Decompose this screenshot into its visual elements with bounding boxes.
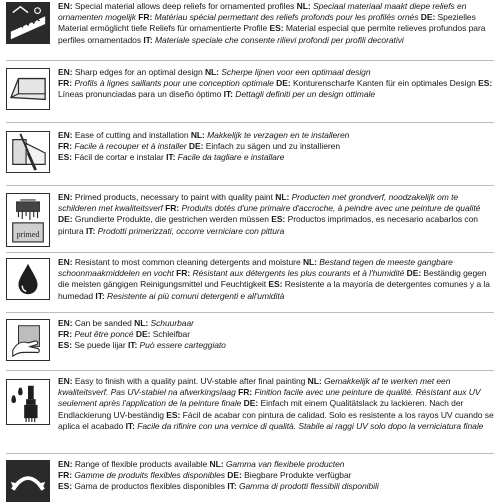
language-code: EN: (58, 192, 75, 202)
text-line (58, 67, 496, 78)
language-code: DE: (135, 329, 153, 340)
feature-description: Resistant to most common cleaning detergents and moisture (74, 257, 303, 267)
feature-description: Ease of cutting and installation (74, 130, 191, 140)
language-code: NL: (134, 318, 151, 328)
language-code: FR: (58, 78, 75, 89)
language-code: IT: (166, 152, 178, 163)
feature-description: Speciaal materiaal maakt diepe reliefs en ornamenten mogelijk (58, 1, 467, 23)
language-code: NL: (275, 192, 292, 202)
feature-description: Material especial que permite relieves profundos para perfiles ornamentados (58, 23, 486, 45)
feature-description: Gamma van flexibele producten (225, 459, 345, 469)
flexible-bend-icon (6, 460, 50, 502)
feature-description: Schleifbar (152, 329, 191, 340)
language-code: ES: (271, 214, 288, 225)
section-divider (6, 60, 494, 61)
text-line (58, 318, 496, 329)
feature-description: Produits dotés d'une primaire d'accroche, à peindre avec une peinture de qualité (181, 203, 481, 214)
language-code: EN: (58, 318, 75, 328)
text-line (58, 141, 496, 152)
feature-description: Gamma di prodotti flessibili disponibili (238, 481, 379, 492)
feature-description: Resistente ai più comuni detergenti e all'umidità (107, 290, 285, 301)
language-code: EN: (58, 67, 75, 77)
feature-description: Gemakkelijk af te werken met een kwaliteitsverf. Pas UV-stabiel na afwerkingslaag (58, 376, 451, 398)
feature-description: Facile da tagliare e installare (177, 152, 285, 163)
language-code: EN: (58, 257, 75, 267)
section-divider (6, 185, 494, 186)
language-code: IT: (85, 225, 98, 236)
feature-text (58, 1, 496, 46)
section-divider (6, 370, 494, 371)
feature-description: Peut être poncé (74, 329, 136, 340)
language-code: IT: (125, 420, 138, 431)
feature-row-primed (6, 193, 496, 247)
language-code: FR: (58, 470, 75, 481)
feature-description: Gamme de produits flexibles disponibles (74, 470, 228, 481)
language-code: FR: (138, 12, 155, 23)
feature-description: Résistant aux détergents les plus courants et à l'humidité (192, 268, 407, 279)
feature-description: Profils à lignes saillants pour une conception optimale (74, 78, 277, 89)
language-code: FR: (176, 268, 193, 279)
language-code: IT: (227, 481, 239, 492)
feature-row-cutting (6, 131, 496, 179)
primed-paint-can-icon (6, 193, 50, 247)
feature-description: Biegbare Produkte verfügbar (244, 470, 352, 481)
language-code: DE: (420, 12, 438, 23)
text-line (58, 130, 496, 141)
feature-row-flexible (6, 460, 496, 500)
text-line (58, 329, 496, 340)
feature-description: Può essere carteggiato (139, 340, 226, 351)
feature-description: Facile da rifinire con una vernice di qualità. Stabile ai raggi UV solo dopo la verniciatura finale (137, 420, 484, 431)
text-line (58, 1, 496, 46)
language-code: EN: (58, 459, 75, 469)
feature-description: Einfach zu sägen und zu installieren (205, 141, 341, 152)
feature-row-sanding (6, 319, 496, 365)
feature-text (58, 459, 496, 493)
feature-row-moisture (6, 258, 496, 306)
text-line (58, 192, 496, 237)
language-code: FR: (238, 387, 255, 398)
feature-text (58, 67, 496, 101)
text-line (58, 340, 496, 351)
feature-description: Primed products, necessary to paint with quality paint (74, 192, 276, 202)
language-code: DE: (276, 78, 293, 89)
section-divider (6, 122, 494, 123)
section-divider (6, 453, 494, 454)
sanding-hand-icon (6, 319, 50, 361)
language-code: ES: (269, 23, 286, 34)
feature-description: Facile à recouper et à installer (74, 141, 189, 152)
section-divider (6, 312, 494, 313)
language-code: FR: (165, 203, 182, 214)
feature-description: Special material allows deep reliefs for ornamented profiles (74, 1, 297, 11)
language-code: ES: (166, 409, 183, 420)
feature-text (58, 130, 496, 164)
language-code: DE: (227, 470, 245, 481)
text-line (58, 470, 496, 481)
text-line (58, 78, 496, 100)
language-code: DE: (406, 268, 424, 279)
feature-description: Bestand tegen de meeste gangbare schoonmaakmiddelen en vocht (58, 257, 453, 279)
language-code: NL: (209, 459, 226, 469)
feature-description: Fácil de acabar con pintura de calidad. Solo es resistente a los rayos UV cuando se aplica el acabado (58, 409, 494, 431)
feature-description: Resistente a la mayoría de detergentes comunes y a la humedad (58, 279, 490, 301)
feature-description: Makkelijk te verzagen en te installeren (207, 130, 350, 140)
feature-row-paint (6, 377, 496, 449)
feature-description: Grundierte Produkte, die gestrichen werden müssen (74, 214, 272, 225)
language-code: DE: (243, 398, 261, 409)
language-code: ES: (478, 78, 493, 89)
feature-description: Schuurbaar (150, 318, 194, 328)
feature-description: Prodotti primerizzati, occorre verniciare con pittura (97, 225, 285, 236)
language-code: NL: (307, 376, 324, 386)
feature-description: Einfach mit einem Qualitätslack zu lackieren. Nach der Endlackierung UV-beständig (58, 398, 464, 420)
language-code: EN: (58, 376, 75, 386)
feature-description: Producten met grondverf, noodzakelijk om te schilderen met kwaliteitsverf (58, 192, 459, 214)
feature-text (58, 318, 496, 352)
feature-description: Spezielles Material ermöglicht tiefe Reliefs für ornamentierte Profile (58, 12, 476, 34)
language-code: ES: (58, 340, 75, 351)
language-code: ES: (268, 279, 285, 290)
feature-description: Dettagli definiti per un design ottimale (235, 89, 376, 100)
text-line (58, 257, 496, 302)
text-line (58, 481, 496, 492)
sharp-edge-icon (6, 68, 50, 110)
language-code: IT: (127, 340, 140, 351)
feature-description: Líneas pronunciadas para un diseño óptimo (58, 89, 224, 100)
language-code: IT: (143, 34, 155, 45)
feature-description: Productos imprimados, es necesario acabarlos con pintura (58, 214, 478, 236)
feature-row-ornament (6, 2, 496, 58)
language-code: IT: (95, 290, 108, 301)
text-line (58, 376, 496, 432)
feature-description: Matériau spécial permettant des reliefs profonds pour les profilés ornés (154, 12, 421, 23)
feature-description: Range of flexible products available (74, 459, 210, 469)
language-code: FR: (58, 329, 75, 340)
feature-description: Fácil de cortar e instalar (74, 152, 167, 163)
language-code: FR: (58, 141, 75, 152)
language-code: DE: (188, 141, 206, 152)
language-code: IT: (223, 89, 236, 100)
feature-description: Materiale speciale che consente rilievi profondi per profili decorativi (154, 34, 404, 45)
language-code: NL: (296, 1, 313, 11)
feature-text (58, 376, 496, 432)
paint-brush-icon (6, 379, 50, 425)
ornament-profile-icon (6, 2, 50, 44)
section-divider (6, 252, 494, 253)
language-code: EN: (58, 130, 75, 140)
language-code: NL: (302, 257, 320, 267)
feature-description: Finition facile avec une peinture de qualité. Résistant aux UV seulement après l'application de la peinture finale (58, 387, 481, 409)
feature-description: Easy to finish with a quality paint. UV-stable after final painting (74, 376, 308, 386)
feature-description: Se puede lijar (74, 340, 128, 351)
feature-text (58, 192, 496, 237)
feature-text (58, 257, 496, 302)
cutting-knife-icon (6, 131, 50, 173)
language-code: EN: (58, 1, 75, 11)
feature-description: Scherpe lijnen voor een optimaal design (221, 67, 371, 77)
feature-description: Sharp edges for an optimal design (74, 67, 205, 77)
language-code: ES: (58, 481, 75, 492)
language-code: DE: (58, 214, 75, 225)
language-code: ES: (58, 152, 75, 163)
language-code: NL: (204, 67, 222, 77)
text-line (58, 459, 496, 470)
water-drop-icon (6, 258, 50, 300)
feature-description: Can be sanded (74, 318, 135, 328)
feature-row-sharp-edges (6, 68, 496, 114)
text-line (58, 152, 496, 163)
primed-label: primed (16, 230, 40, 239)
feature-description: Beständig gegen die meisten gängigen Reinigungsmittel und Feuchtigkeit (58, 268, 487, 290)
language-code: NL: (190, 130, 208, 140)
feature-description: Gama de productos flexibles disponibles (74, 481, 228, 492)
feature-description: Konturenscharfe Kanten für ein optimales Design (292, 78, 479, 89)
